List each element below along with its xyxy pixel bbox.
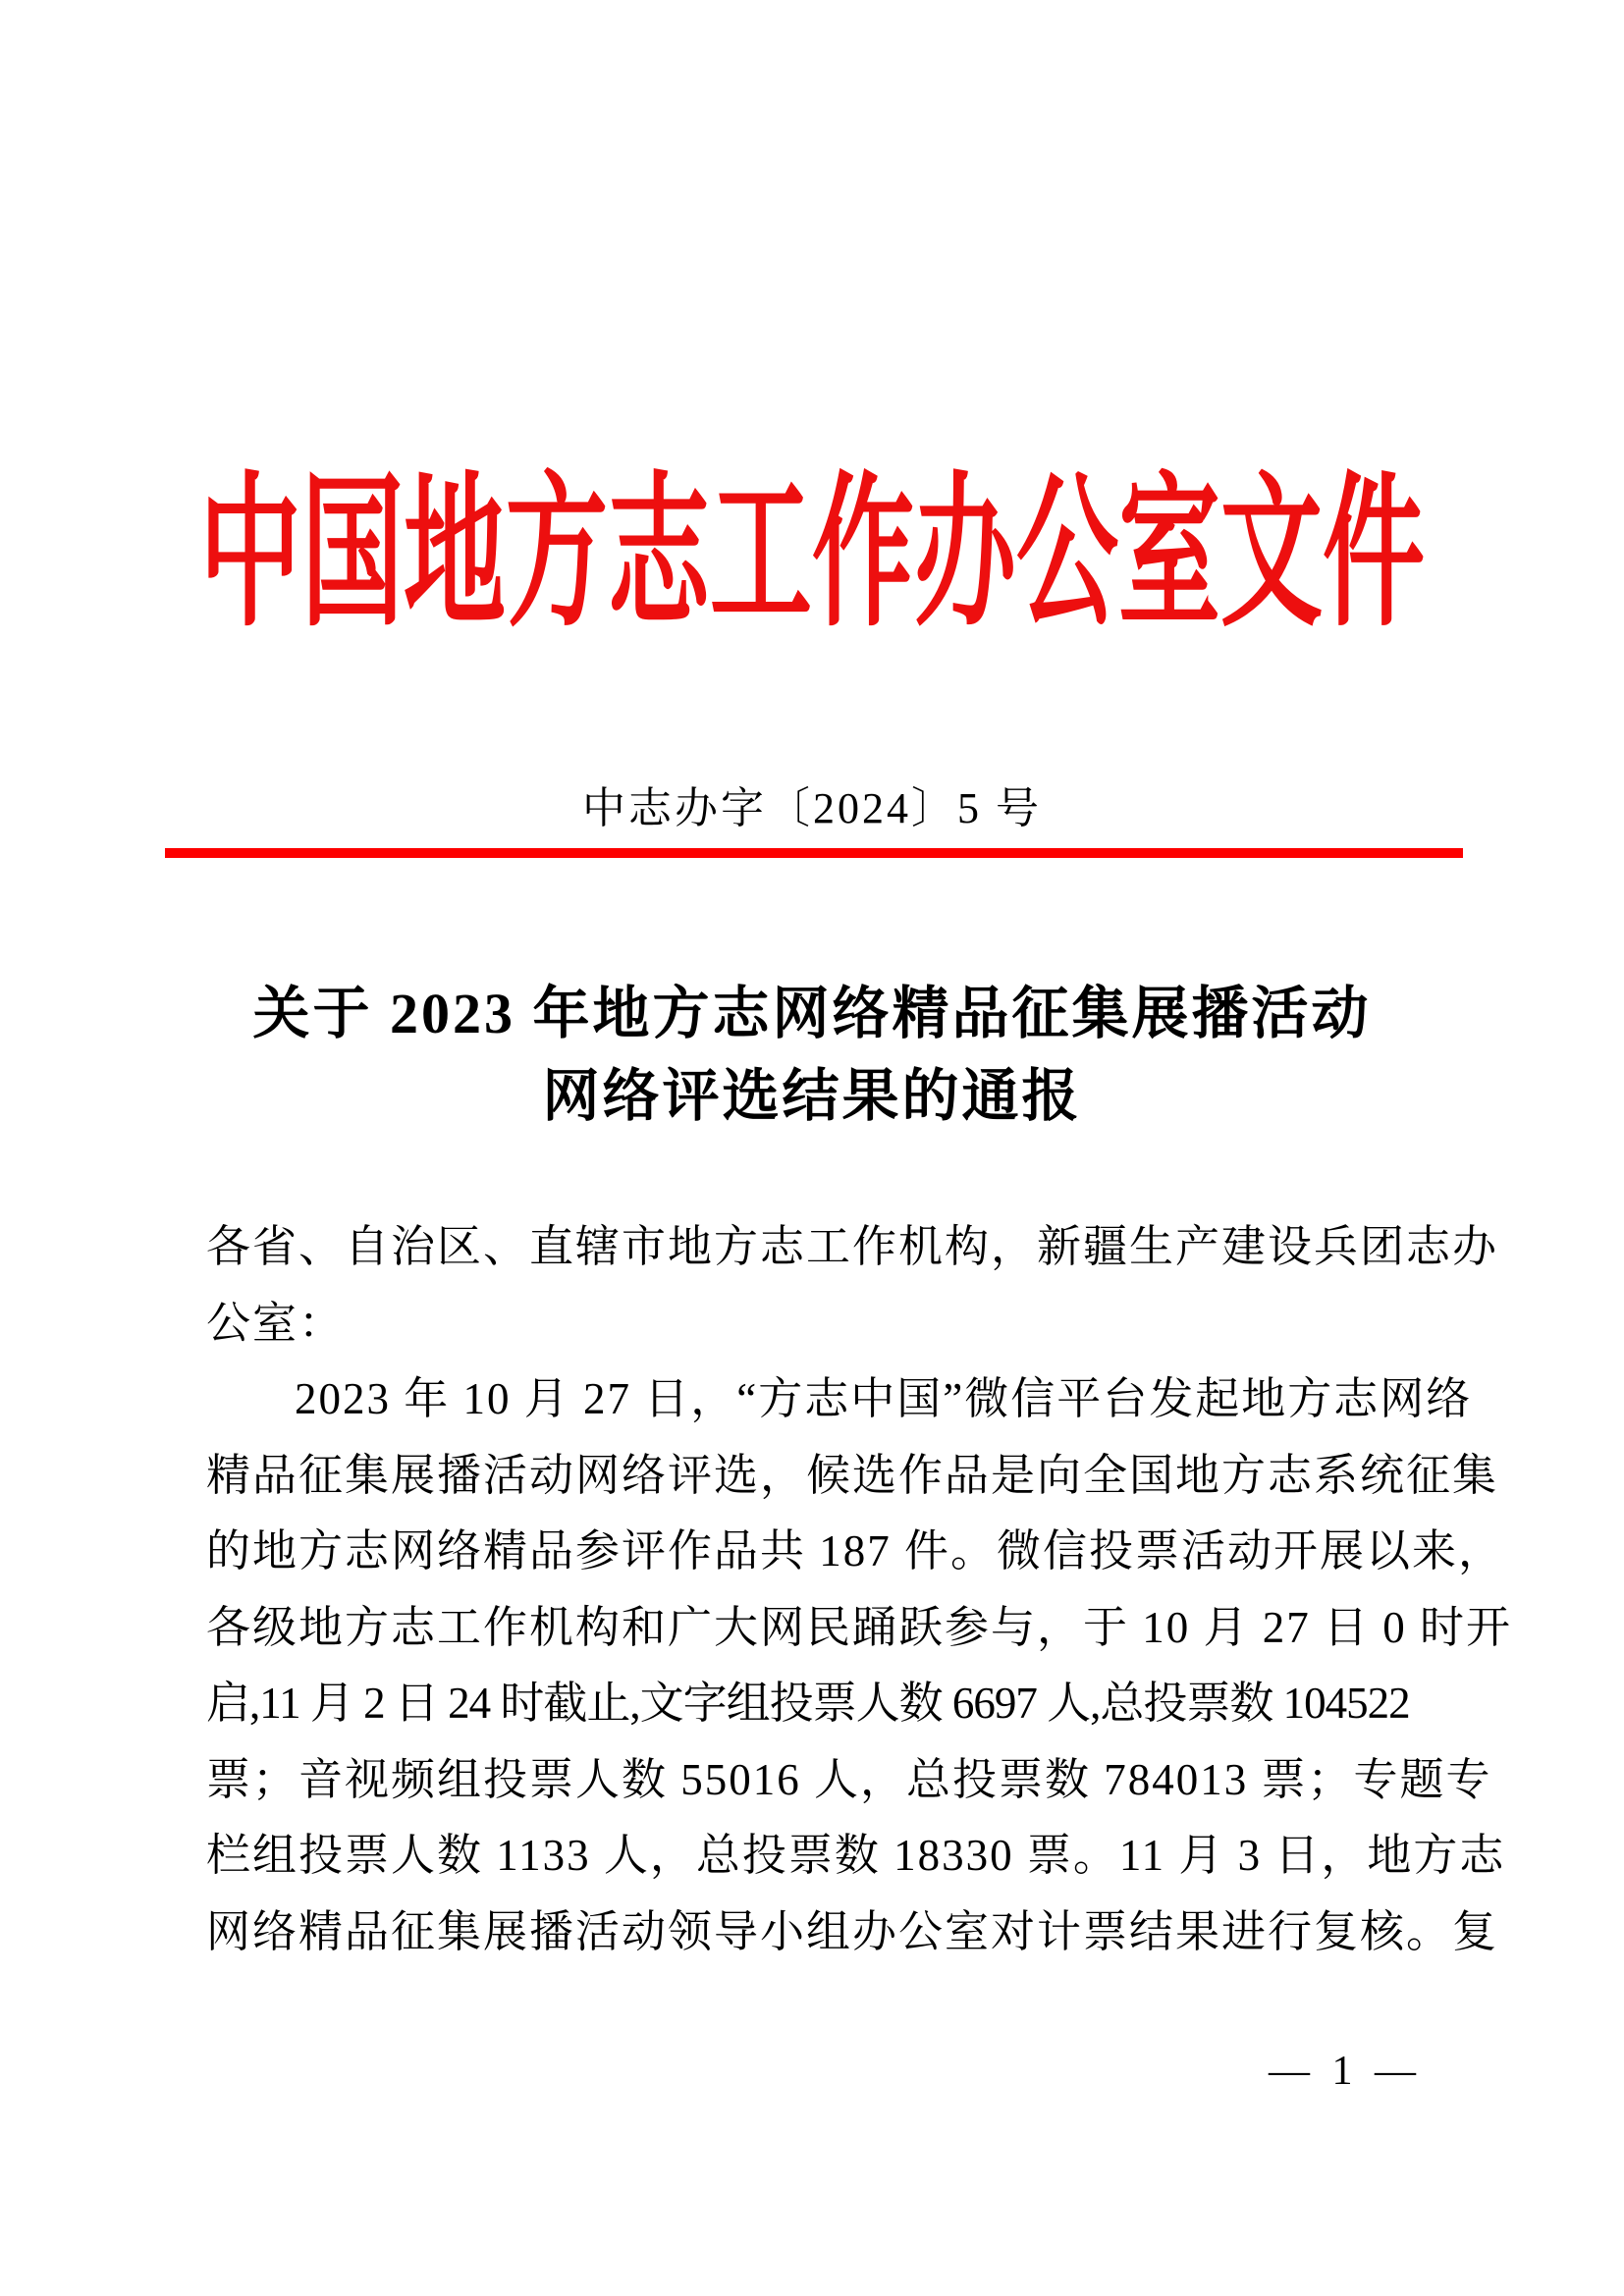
document-number: 中志办字〔2024〕5 号 — [582, 784, 1042, 832]
notice-title-line-2: 网络评选结果的通报 — [542, 1064, 1082, 1128]
body-line: 网络精品征集展播活动领导小组办公室对计票结果进行复核。复 — [206, 1906, 1499, 1956]
body-line: 精品征集展播活动网络评选，候选作品是向全国地方志系统征集 — [206, 1450, 1499, 1500]
notice-title — [0, 973, 1624, 1138]
body-line: 启,11 月 2 日 24 时截止,文字组投票人数 6697 人,总投票数 104522 — [206, 1679, 1410, 1728]
red-separator-line — [165, 848, 1463, 858]
salutation-line: 各省、自治区、直辖市地方志工作机构，新疆生产建设兵团志办 — [206, 1222, 1499, 1271]
body-text — [206, 1209, 1513, 1970]
salutation-line: 公室： — [206, 1298, 346, 1348]
notice-title-line-1: 关于 2023 年地方志网络精品征集展播活动 — [252, 982, 1372, 1045]
document-header-title: 中国地方志工作办公室文件 — [198, 463, 1425, 647]
body-line: 的地方志网络精品参评作品共 187 件。微信投票活动开展以来， — [206, 1526, 1505, 1575]
body-line: 票；音视频组投票人数 55016 人，总投票数 784013 票；专题专 — [206, 1754, 1492, 1804]
body-line: 各级地方志工作机构和广大网民踊跃参与，于 10 月 27 日 0 时开 — [206, 1602, 1513, 1652]
body-line: 2023 年 10 月 27 日，“方志中国”微信平台发起地方志网络 — [295, 1374, 1473, 1423]
page-number: — 1 — — [1269, 2049, 1422, 2094]
body-line: 栏组投票人数 1133 人，总投票数 18330 票。11 月 3 日，地方志 — [206, 1831, 1506, 1880]
